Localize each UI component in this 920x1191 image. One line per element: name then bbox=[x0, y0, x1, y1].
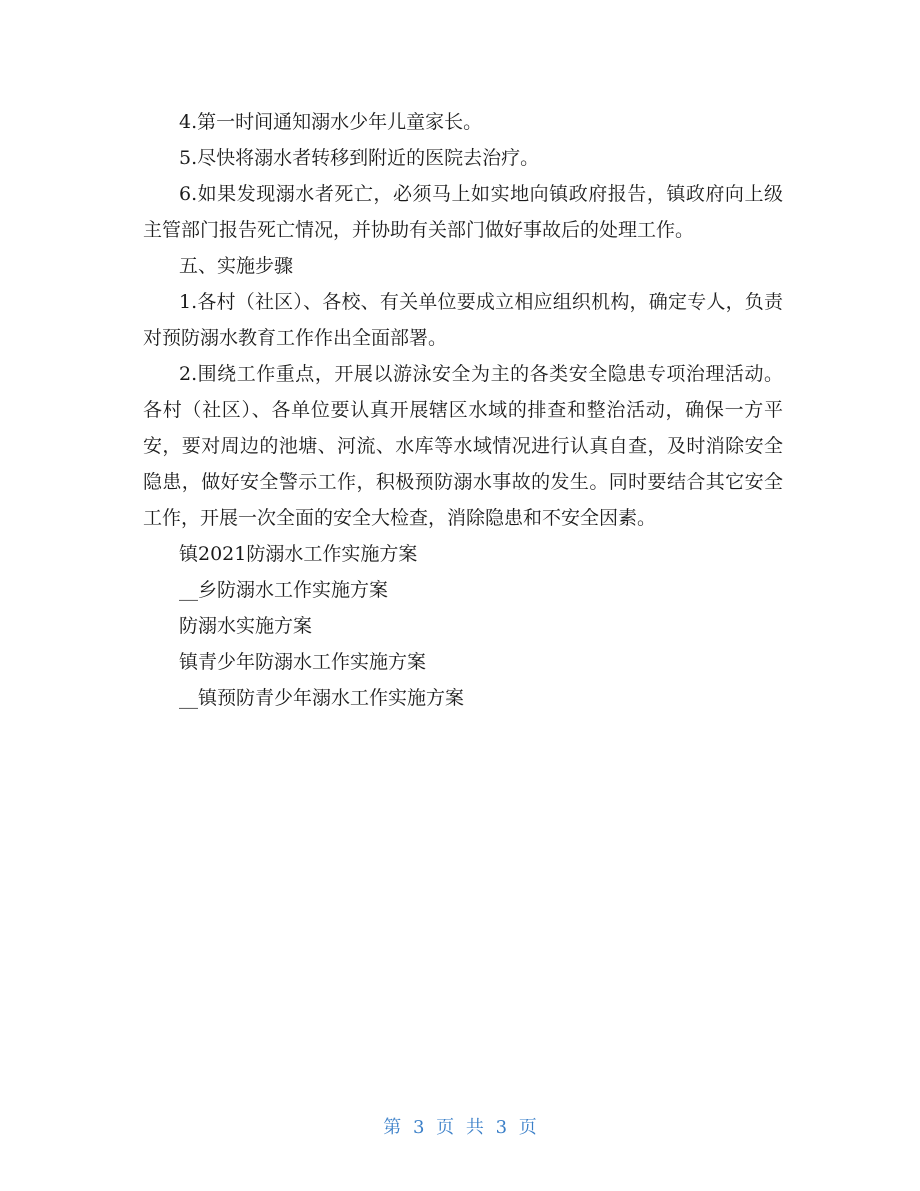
related-title: __乡防溺水工作实施方案 bbox=[179, 579, 389, 601]
paragraph-item-4: 4.第一时间通知溺水少年儿童家长。 bbox=[179, 111, 483, 133]
related-title: 镇青少年防溺水工作实施方案 bbox=[179, 651, 427, 673]
paragraph-item-6: 6.如果发现溺水者死亡，必须马上如实地向镇政府报告，镇政府向上级主管部门报告死亡情况，并协助有关部门做好事故后的处理工作。 bbox=[143, 183, 783, 241]
paragraph-item-5: 5.尽快将溺水者转移到附近的医院去治疗。 bbox=[179, 147, 540, 169]
related-title: 镇2021防溺水工作实施方案 bbox=[179, 543, 418, 565]
section-heading-implementation-steps: 五、实施步骤 bbox=[179, 255, 294, 277]
page-number-footer: 第 3 页 共 3 页 bbox=[383, 1117, 537, 1138]
related-title: 防溺水实施方案 bbox=[179, 615, 313, 637]
paragraph-step-2: 2.围绕工作重点，开展以游泳安全为主的各类安全隐患专项治理活动。各村（社区）、各单位要认真开展辖区水域的排查和整治活动，确保一方平安，要对周边的池塘、河流、水库等水域情况进行认真自查，及时消除安全隐患，做好安全警示工作，积极预防溺水事故的发生。同时要结合其它安全工作，开展一次全面的安全大检查，消除隐患和不安全因素。 bbox=[143, 363, 783, 529]
paragraph-step-1: 1.各村（社区）、各校、有关单位要成立相应组织机构，确定专人，负责对预防溺水教育工作作出全面部署。 bbox=[143, 291, 783, 349]
document-body bbox=[143, 104, 783, 716]
related-title: __镇预防青少年溺水工作实施方案 bbox=[179, 687, 465, 709]
